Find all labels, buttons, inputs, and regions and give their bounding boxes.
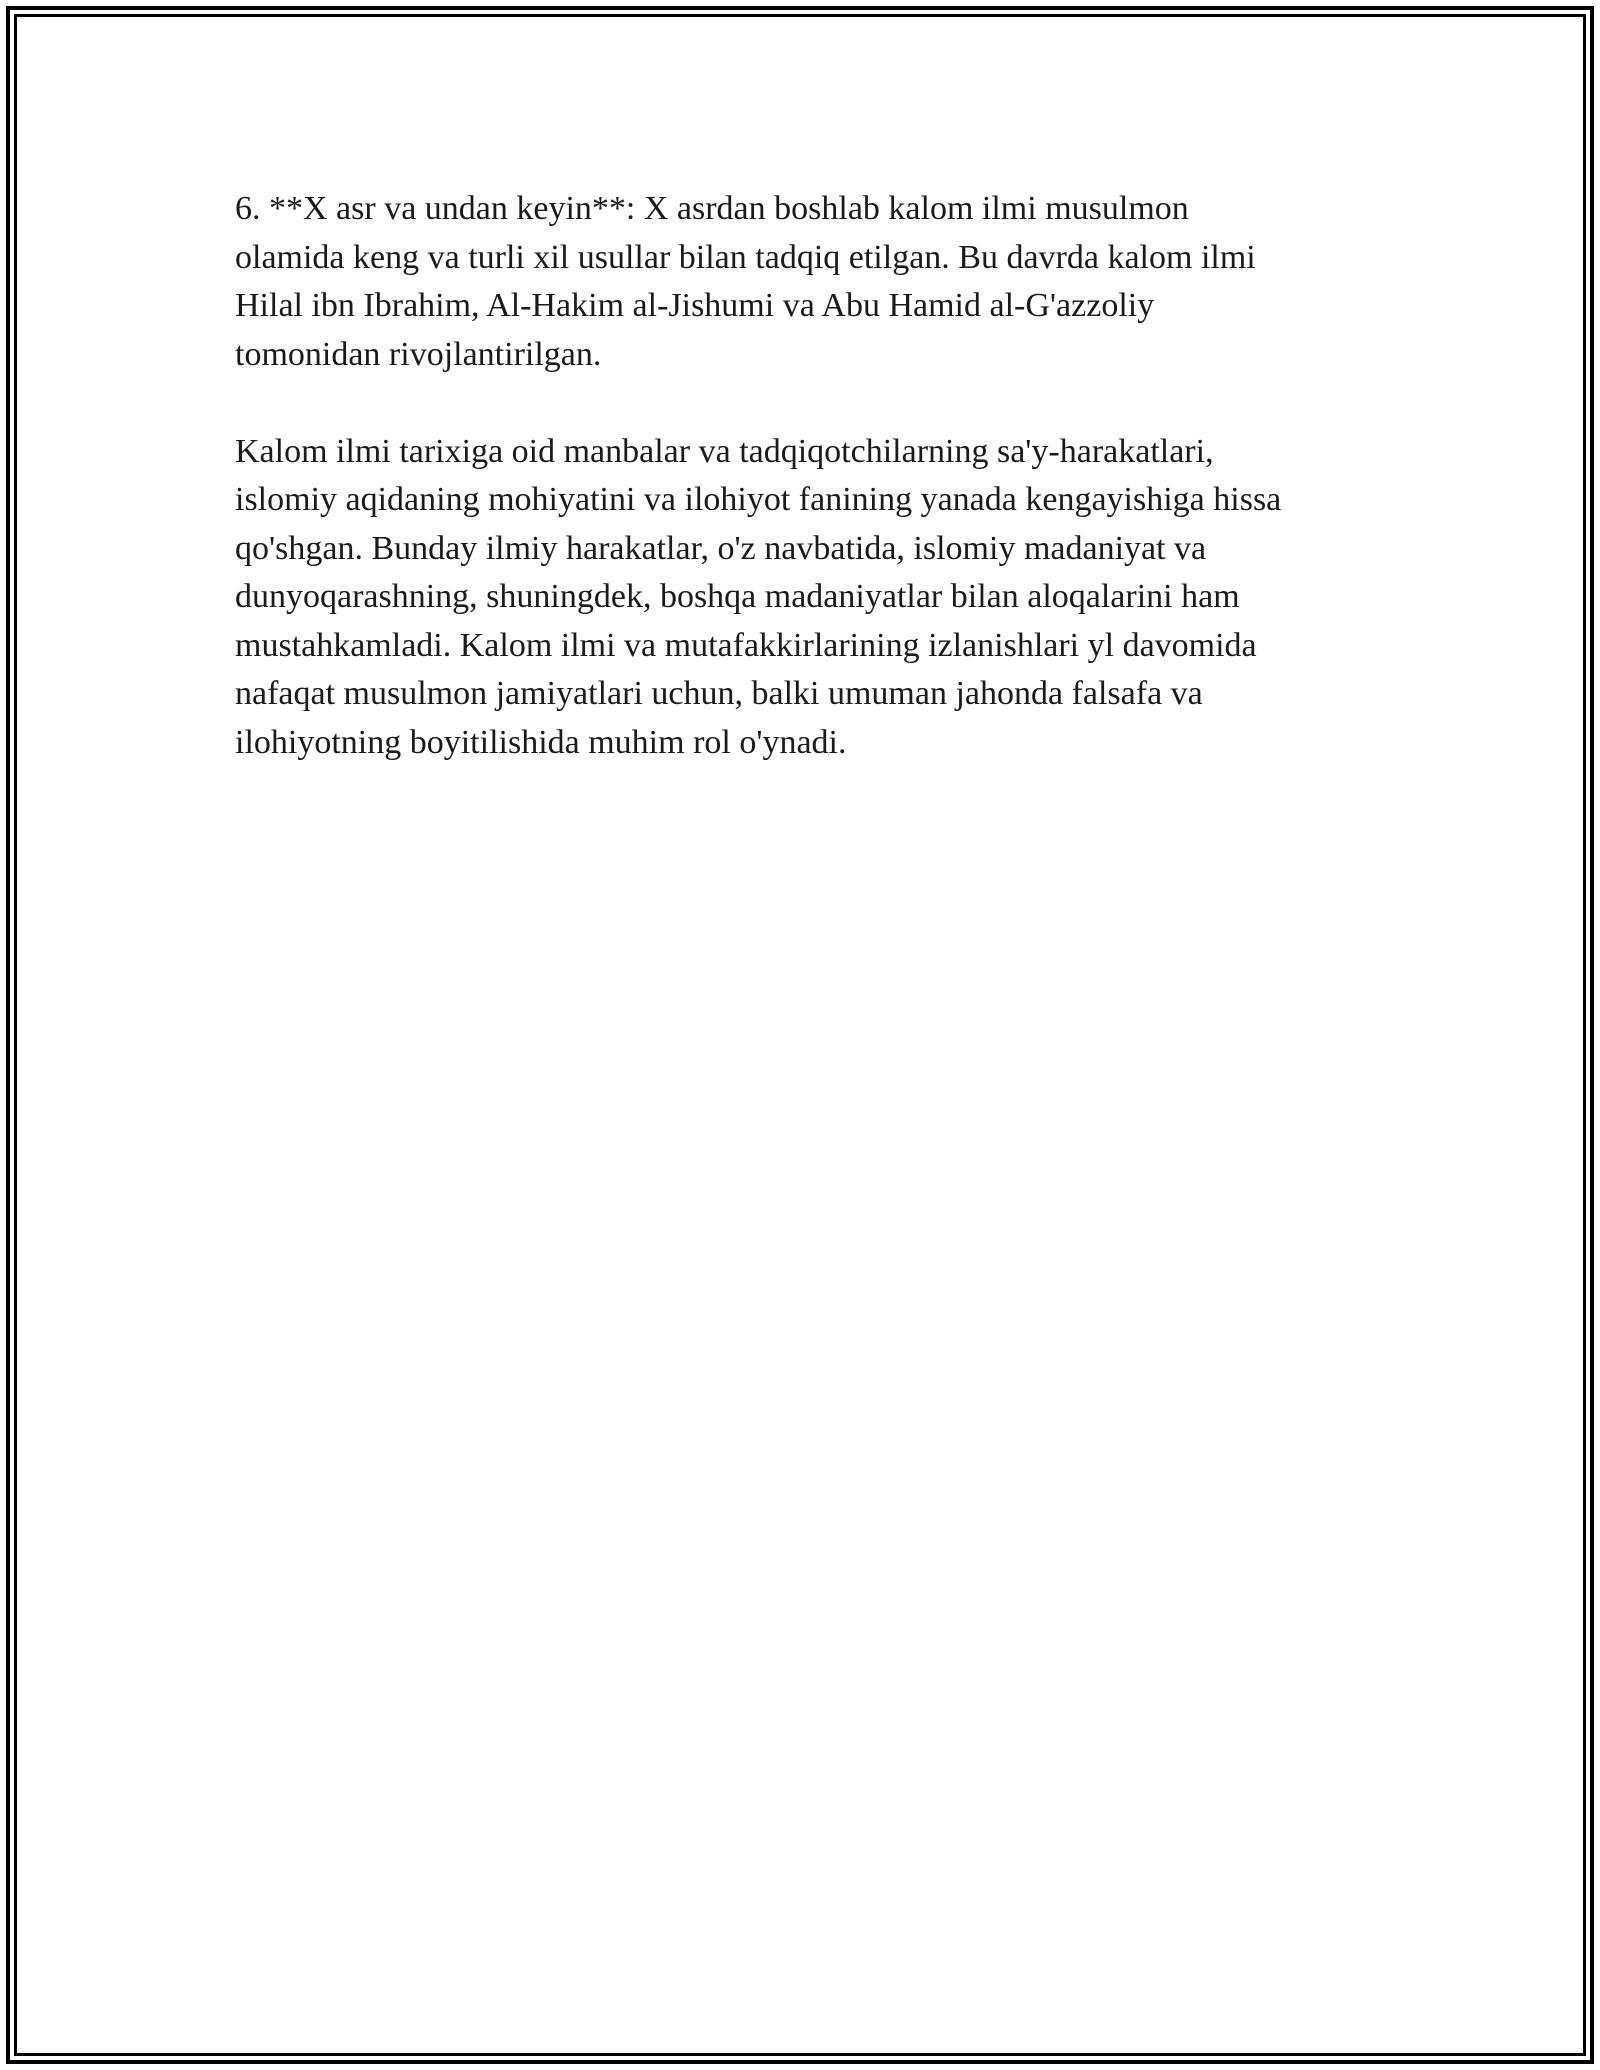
document-body (235, 185, 1395, 816)
paragraph-2: Kalom ilmi tarixiga oid manbalar va tadqiqotchilarning sa'y-harakatlari, islomiy aqidaning mohiyatini va ilohiyot fanining yanada kengayishiga hissa qo'shgan. Bunday ilmiy harakatlar, o'z navbatida, islomiy madaniyat va dunyoqarashning, shuningdek, boshqa madaniyatlar bilan aloqalarini ham mustahkamladi. Kalom ilmi va mutafakkirlarining izlanishlari yl davomida nafaqat musulmon jamiyatlari uchun, balki umuman jahonda falsafa va ilohiyotning boyitilishida muhim rol o'ynadi. (235, 432, 1282, 761)
paragraph-1: 6. **X asr va undan keyin**: X asrdan boshlab kalom ilmi musulmon olamida keng va turli xil usullar bilan tadqiq etilgan. Bu davrda kalom ilmi Hilal ibn Ibrahim, Al-Hakim al-Jishumi va Abu Hamid al-G'azzoliy tomonidan rivojlantirilgan. (235, 190, 1256, 373)
